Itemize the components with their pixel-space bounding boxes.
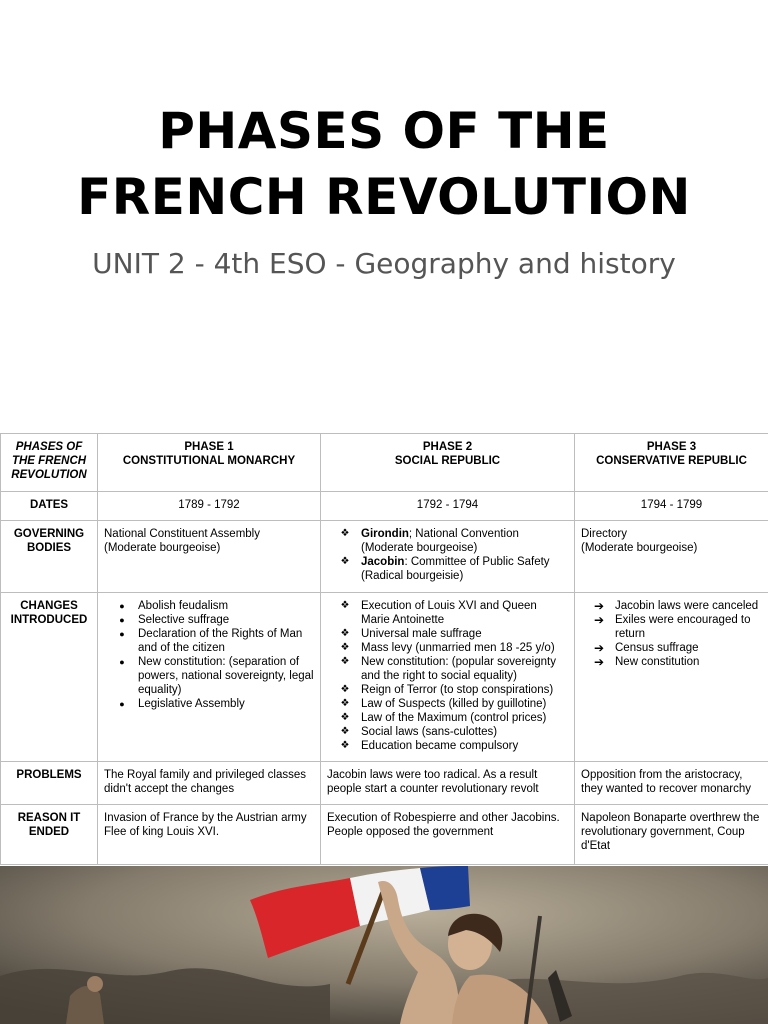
list-item bbox=[327, 555, 568, 583]
phase-name: SOCIAL REPUBLIC bbox=[394, 455, 501, 467]
cell-line: National Constituent Assembly bbox=[104, 528, 260, 540]
diamond-bullet-icon: ❖ bbox=[340, 600, 350, 611]
arrow-bullet-icon: ➔ bbox=[593, 641, 605, 655]
list-item bbox=[327, 641, 568, 655]
governing-list bbox=[327, 527, 568, 583]
list-item bbox=[104, 627, 314, 655]
list-item-text: Legislative Assembly bbox=[138, 698, 245, 710]
dot-bullet-icon: ● bbox=[119, 657, 125, 667]
list-item bbox=[327, 711, 568, 725]
list-item-text: Census suffrage bbox=[615, 642, 699, 654]
dot-bullet-icon: ● bbox=[119, 629, 125, 639]
list-item-text: Declaration of the Rights of Man and of the citizen bbox=[138, 628, 303, 654]
liberty-leading-the-people-painting bbox=[0, 866, 768, 1024]
dates-phase-3: 1794 - 1799 bbox=[575, 492, 768, 521]
row-label-line: GOVERNING bbox=[13, 528, 85, 540]
corner-header bbox=[1, 434, 98, 492]
diamond-bullet-icon: ❖ bbox=[340, 684, 350, 695]
phase-2-header bbox=[321, 434, 575, 492]
list-item bbox=[327, 697, 568, 711]
cell-line: (Moderate bourgeoise) bbox=[581, 542, 698, 554]
list-item-text: Execution of Louis XVI and Queen Marie Antoinette bbox=[361, 600, 537, 626]
list-item bbox=[581, 655, 762, 669]
governing-phase-3 bbox=[575, 521, 768, 593]
title-line-1: PHASES OF THE bbox=[158, 102, 610, 160]
governing-body: : Committee of Public Safety bbox=[404, 556, 550, 568]
page-title bbox=[0, 98, 768, 230]
cell-line: (Moderate bourgeoise) bbox=[104, 542, 221, 554]
list-item-text: Universal male suffrage bbox=[361, 628, 482, 640]
list-item-text: Reign of Terror (to stop conspirations) bbox=[361, 684, 554, 696]
governing-phase-2 bbox=[321, 521, 575, 593]
changes-list-phase-2 bbox=[327, 599, 568, 753]
list-item-text: New constitution: (separation of powers, national sovereignty, legal equality) bbox=[138, 656, 314, 696]
list-item bbox=[327, 527, 568, 555]
governing-class: (Moderate bourgeoise) bbox=[361, 542, 478, 554]
diamond-bullet-icon: ❖ bbox=[340, 712, 350, 723]
dates-phase-2: 1792 - 1794 bbox=[321, 492, 575, 521]
dates-phase-1: 1789 - 1792 bbox=[98, 492, 321, 521]
table-row-reason-ended bbox=[1, 805, 768, 865]
list-item bbox=[581, 641, 762, 655]
reason-phase-3: Napoleon Bonaparte overthrew the revolutionary government, Coup d'Etat bbox=[575, 805, 768, 865]
cell-line: Execution of Robespierre and other Jacobins. bbox=[327, 812, 560, 824]
list-item-text: New constitution bbox=[615, 656, 700, 668]
list-item-text: Jacobin laws were canceled bbox=[615, 600, 759, 612]
list-item-text: Education became compulsory bbox=[361, 740, 519, 752]
list-item bbox=[104, 613, 314, 627]
row-label-dates: DATES bbox=[1, 492, 98, 521]
phase-number: PHASE 3 bbox=[646, 441, 697, 453]
cell-line: Directory bbox=[581, 528, 628, 540]
arrow-bullet-icon: ➔ bbox=[593, 599, 605, 613]
table-row-dates bbox=[1, 492, 768, 521]
governing-group: Girondin bbox=[361, 528, 409, 540]
phases-table bbox=[0, 433, 768, 865]
phase-number: PHASE 2 bbox=[422, 441, 473, 453]
changes-list-phase-1 bbox=[104, 599, 314, 711]
phase-3-header bbox=[575, 434, 768, 492]
cell-line: Invasion of France by the Austrian army bbox=[104, 812, 307, 824]
background-figure-head bbox=[87, 976, 103, 992]
dot-bullet-icon: ● bbox=[119, 601, 125, 611]
problems-phase-2: Jacobin laws were too radical. As a result people start a counter revolutionary revolt bbox=[321, 762, 575, 805]
phase-name: CONSTITUTIONAL MONARCHY bbox=[122, 455, 296, 467]
diamond-bullet-icon: ❖ bbox=[340, 642, 350, 653]
row-label-governing-bodies bbox=[1, 521, 98, 593]
row-label-line: ENDED bbox=[28, 826, 70, 838]
diamond-bullet-icon: ❖ bbox=[340, 656, 350, 667]
list-item-text: Abolish feudalism bbox=[138, 600, 229, 612]
list-item bbox=[327, 627, 568, 641]
diamond-bullet-icon: ❖ bbox=[340, 726, 350, 737]
row-label-reason-ended bbox=[1, 805, 98, 865]
list-item bbox=[104, 655, 314, 697]
corner-line: PHASES OF bbox=[15, 441, 83, 453]
changes-phase-3 bbox=[575, 593, 768, 762]
table-row-problems bbox=[1, 762, 768, 805]
diamond-bullet-icon: ❖ bbox=[340, 528, 350, 539]
governing-body: ; National Convention bbox=[408, 528, 519, 540]
row-label-line: REASON IT bbox=[17, 812, 81, 824]
page-subtitle: UNIT 2 - 4th ESO - Geography and history bbox=[92, 247, 676, 280]
changes-phase-2 bbox=[321, 593, 575, 762]
title-line-2: FRENCH REVOLUTION bbox=[77, 168, 691, 226]
dot-bullet-icon: ● bbox=[119, 699, 125, 709]
changes-phase-1 bbox=[98, 593, 321, 762]
row-label-line: INTRODUCED bbox=[10, 614, 88, 626]
list-item-text: Exiles were encouraged to return bbox=[615, 614, 751, 640]
list-item bbox=[581, 599, 762, 613]
list-item bbox=[327, 725, 568, 739]
list-item-text: Law of the Maximum (control prices) bbox=[361, 712, 547, 724]
phase-1-header bbox=[98, 434, 321, 492]
corner-line: THE FRENCH bbox=[11, 455, 87, 467]
list-item bbox=[327, 599, 568, 627]
changes-list-phase-3 bbox=[581, 599, 762, 669]
list-item-text: Mass levy (unmarried men 18 -25 y/o) bbox=[361, 642, 555, 654]
cell-line: People opposed the government bbox=[327, 826, 494, 838]
list-item-text: Law of Suspects (killed by guillotine) bbox=[361, 698, 547, 710]
arrow-bullet-icon: ➔ bbox=[593, 613, 605, 627]
diamond-bullet-icon: ❖ bbox=[340, 556, 350, 567]
problems-phase-3: Opposition from the aristocracy, they wanted to recover monarchy bbox=[575, 762, 768, 805]
dot-bullet-icon: ● bbox=[119, 615, 125, 625]
table-row-changes-introduced bbox=[1, 593, 768, 762]
list-item-text: Selective suffrage bbox=[138, 614, 230, 626]
phase-number: PHASE 1 bbox=[184, 441, 234, 453]
governing-phase-1 bbox=[98, 521, 321, 593]
reason-phase-2 bbox=[321, 805, 575, 865]
painting-illustration bbox=[0, 866, 768, 1024]
governing-class: (Radical bourgeisie) bbox=[361, 570, 464, 582]
problems-phase-1: The Royal family and privileged classes didn't accept the changes bbox=[98, 762, 321, 805]
list-item bbox=[327, 655, 568, 683]
list-item bbox=[104, 697, 314, 711]
diamond-bullet-icon: ❖ bbox=[340, 698, 350, 709]
cell-line: Flee of king Louis XVI. bbox=[104, 826, 220, 838]
row-label-changes-introduced bbox=[1, 593, 98, 762]
row-label-problems: PROBLEMS bbox=[1, 762, 98, 805]
list-item bbox=[104, 599, 314, 613]
diamond-bullet-icon: ❖ bbox=[340, 628, 350, 639]
list-item bbox=[327, 739, 568, 753]
table-header-row bbox=[1, 434, 768, 492]
list-item bbox=[581, 613, 762, 641]
list-item-text: New constitution: (popular sovereignty and the right to social equality) bbox=[361, 656, 556, 682]
diamond-bullet-icon: ❖ bbox=[340, 740, 350, 751]
reason-phase-1 bbox=[98, 805, 321, 865]
table-row-governing-bodies bbox=[1, 521, 768, 593]
phase-name: CONSERVATIVE REPUBLIC bbox=[596, 455, 747, 467]
list-item bbox=[327, 683, 568, 697]
list-item-text: Social laws (sans-culottes) bbox=[361, 726, 498, 738]
row-label-line: CHANGES bbox=[20, 600, 78, 612]
corner-line: REVOLUTION bbox=[11, 469, 87, 481]
arrow-bullet-icon: ➔ bbox=[593, 655, 605, 669]
row-label-line: BODIES bbox=[26, 542, 72, 554]
governing-group: Jacobin bbox=[361, 556, 405, 568]
